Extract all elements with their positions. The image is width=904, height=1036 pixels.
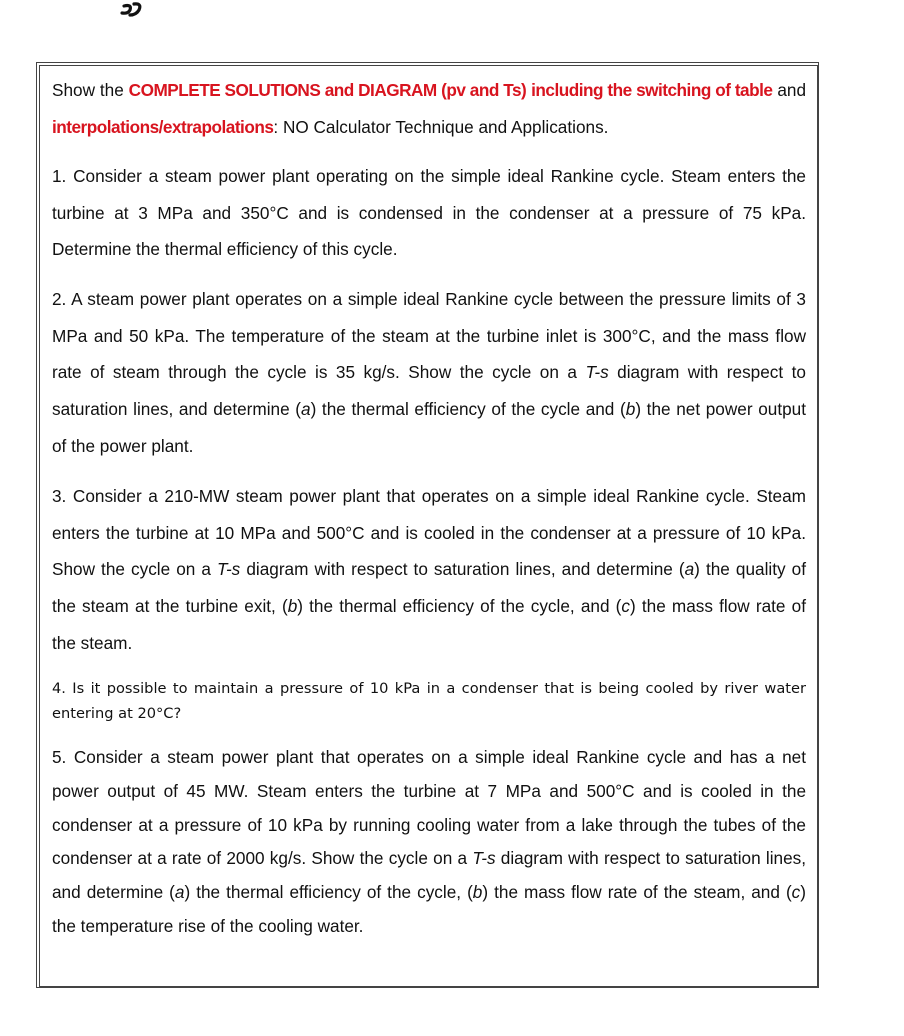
italic-symbol: b (472, 882, 483, 903)
text-segment: 3. Consider a 210-MW steam power plant that operates on a simple ideal Rankine cycle. Steam enters the turbine at 10 MPa and 500°C and is cooled in the condenser at a pressure of 10 kPa. Show the cycle on a (52, 486, 806, 580)
italic-symbol: a (301, 399, 311, 420)
instructions (52, 72, 806, 145)
problem-3 (52, 478, 806, 662)
italic-symbol: T-s (472, 848, 496, 869)
pen-mark-icon (108, 0, 158, 24)
text-segment: NO Calculator Technique and Applications (282, 116, 604, 137)
text-segment: diagram with respect to saturation lines, and determine ( (52, 848, 806, 903)
italic-symbol: a (684, 559, 695, 580)
text-segment: ) the thermal efficiency of the cycle, ( (184, 882, 473, 903)
text-segment: ) the quality of the steam at the turbine exit, ( (52, 559, 806, 617)
text-segment: 2. A steam power plant operates on a simple ideal Rankine cycle between the pressure limits of 3 MPa and 50 kPa. The temperature of the steam at the turbine inlet is 300°C, and the mass flow rate of steam through the cycle is 35 kg/s. Show the cycle on a (52, 289, 806, 383)
text-segment: ) the thermal efficiency of the cycle, and ( (297, 596, 622, 617)
emphasis-text: interpolations/extrapolations (52, 116, 274, 137)
problem-2 (52, 281, 806, 465)
text-segment: ) the temperature rise of the cooling water. (52, 882, 806, 936)
text-segment: ) the mass flow rate of the steam. (52, 596, 806, 653)
problem-5 (52, 741, 806, 944)
italic-symbol: c (791, 882, 801, 903)
text-segment: diagram with respect to saturation lines, and determine ( (52, 362, 806, 420)
italic-symbol: c (621, 596, 630, 617)
problem-4 (52, 676, 806, 726)
text-segment: 1. Consider a steam power plant operating on the simple ideal Rankine cycle. Steam enters the turbine at 3 MPa and 350°C and is condensed in the condenser at a pressure of 75 kPa. Determine the thermal efficiency of this cycle. (52, 166, 806, 259)
text-segment: : (273, 116, 283, 137)
text-segment: ) the net power output of the power plant. (52, 399, 806, 456)
emphasis-text: including the switching of table (531, 80, 773, 100)
italic-symbol: b (625, 399, 636, 420)
problem-1 (52, 158, 806, 268)
text-segment: Show the (52, 80, 129, 100)
text-segment: and (772, 80, 807, 100)
italic-symbol: T-s (217, 559, 241, 580)
text-segment: ) the thermal efficiency of the cycle and ( (310, 399, 626, 420)
text-segment: 4. Is it possible to maintain a pressure of 10 kPa in a condenser that is being cooled by river water entering at 20°C? (52, 680, 806, 722)
italic-symbol: b (287, 596, 298, 617)
text-segment: diagram with respect to saturation lines, and determine ( (240, 559, 685, 580)
emphasis-text: COMPLETE SOLUTIONS and DIAGRAM (pv and Ts) (128, 80, 527, 100)
italic-symbol: a (174, 882, 185, 903)
italic-symbol: T-s (585, 362, 609, 383)
text-segment: . (603, 116, 609, 137)
text-segment: 5. Consider a steam power plant that operates on a simple ideal Rankine cycle and has a net power output of 45 MW. Steam enters the turbine at 7 MPa and 500°C and is cooled in the condenser at a pressure of 10 kPa by running cooling water from a lake through the tubes of the condenser at a rate of 2000 kg/s. Show the cycle on a (52, 747, 806, 869)
text-segment: ) the mass flow rate of the steam, and ( (482, 882, 792, 903)
